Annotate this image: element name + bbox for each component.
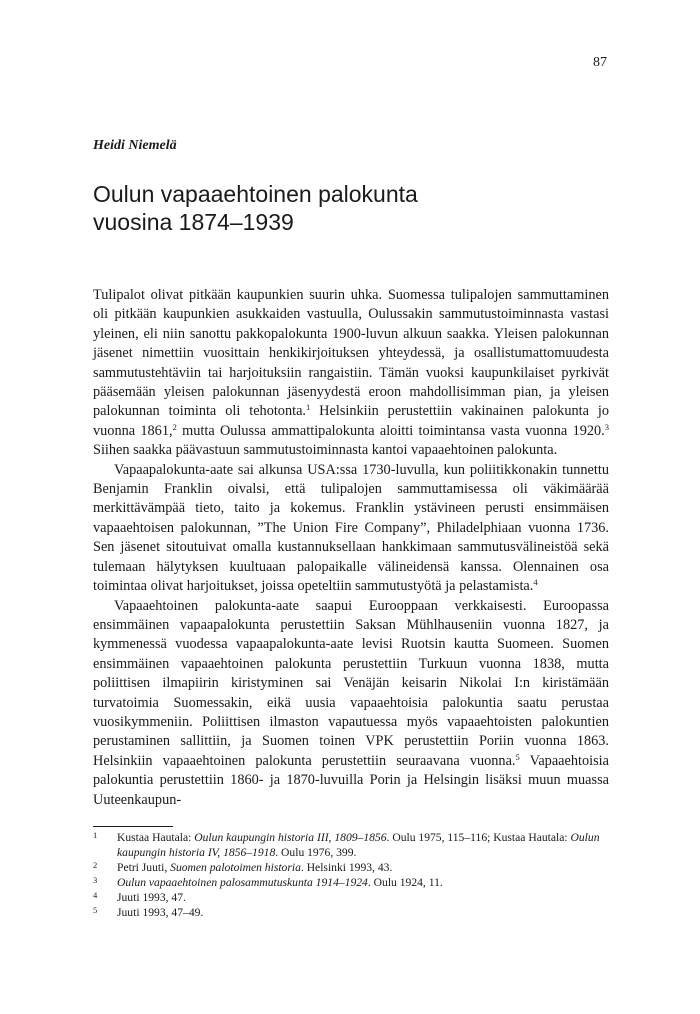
paragraph-text: Vapaapalokunta-aate sai alkunsa USA:ssa 1730-luvulla, kun poliitikkonakin tunnettu Benjamin Franklin oivalsi, että tulipalojen sammuttamisessa oli väkimäärää merkittävämpää tieto, taito ja kokemus. Franklin ystävineen perusti ensimmäisen vapaaehtoisen palokunnan, ”The Union Fire Company”, Philadelphiaan vuonna 1736. Sen jäsenet sitoutuivat omalla kustannuksellaan hankkimaan sammutusvälineistöä sekä tulemaan hälytyksen kuultuaan palopaikalle välineidensä kanssa. Olennainen osa toimintaa olivat harjoitukset, joissa opeteltiin sammutustyötä ja pelastamista. bbox=[93, 461, 609, 595]
footnote-reference: 5 bbox=[515, 751, 520, 762]
body-paragraph bbox=[93, 597, 609, 810]
paragraph-text: Vapaaehtoisia palokuntia perustettiin 1860- ja 1870-luvuilla Porin ja Helsingin lisäksi muun muassa Uuteenkaupun- bbox=[93, 752, 609, 808]
footnote bbox=[93, 830, 609, 860]
footnote-divider bbox=[93, 826, 173, 827]
footnote-text: . Oulu 1924, 11. bbox=[367, 876, 443, 889]
body-paragraph bbox=[93, 286, 609, 461]
footnote-title: Oulun kaupungin historia III, 1809–1856 bbox=[194, 831, 387, 844]
footnote-reference: 1 bbox=[306, 402, 311, 413]
footnote-reference: 4 bbox=[533, 577, 538, 588]
footnote-number: 5 bbox=[93, 905, 98, 915]
paragraph-text: mutta Oulussa ammattipalokunta aloitti toimintansa vasta vuonna 1920. bbox=[176, 422, 605, 439]
footnote-title: Oulun vapaaehtoinen palosammutuskunta 1914–1924 bbox=[117, 876, 368, 889]
footnote bbox=[93, 860, 609, 875]
paragraph-text: Vapaaehtoinen palokunta-aate saapui Eurooppaan verkkaisesti. Euroopassa ensimmäinen vapaapalokunta perustettiin Saksan Mühlhauseniin vuonna 1827, ja kymmenessä vuodessa vapaapalokunta-aate levisi Ruotsin kautta Suomeen. Suomen ensimmäinen vapaaehtoinen palokunta perustettiin Turkuun vuonna 1838, mutta poliittisen ilmapiirin kiristyminen sai Venäjän keisarin Nikolai I:n kiristämään turvatoimia Suomessakin, eikä uusia vapaaehtoisia palokuntia saatu perustaa vuosikymmeniin. Poliittisen ilmaston vapautuessa myös vapaaehtoisten palokuntien perustaminen sallittiin, ja Suomen toinen VPK perustettiin Poriin vuonna 1863. Helsinkiin vapaaehtoinen palokunta perustettiin seuraavana vuonna. bbox=[93, 597, 609, 769]
title-line: Oulun vapaaehtoinen palokunta bbox=[93, 181, 418, 207]
footnote-number: 4 bbox=[93, 890, 98, 900]
footnote-reference: 3 bbox=[604, 421, 609, 432]
paragraph-text: Tulipalot olivat pitkään kaupunkien suurin uhka. Suomessa tulipalojen sammuttaminen oli pitkään kaupunkien asukkaiden vastuulla, Oulussakin sammutustoiminnasta vastasi yleinen, eli niin sanottu pakkopalokunta 1900-luvun alkuun saakka. Yleisen palokunnan jäsenet nimettiin vuosittain henkikirjoituksen yhteydessä, ja osallistumattomuudesta sammutustehtäviin tai harjoituksiin rangaistiin. Tämän vuoksi kaupunkilaiset pyrkivät pääsemään yleisen palokunnan jäsenyydestä eroon mahdollisimman pian, ja yleisen palokunnan toiminta oli tehotonta. bbox=[93, 287, 609, 420]
footnote-text: Kustaa Hautala: bbox=[117, 831, 195, 844]
footnote-text: . Oulu 1976, 399. bbox=[275, 846, 357, 859]
title-line: vuosina 1874–1939 bbox=[93, 209, 294, 235]
footnote bbox=[93, 875, 609, 890]
footnote-reference: 2 bbox=[172, 421, 177, 432]
article-title bbox=[93, 180, 613, 236]
footnote-text: . Oulu 1975, 115–116; Kustaa Hautala: bbox=[386, 831, 571, 844]
footnote-number: 3 bbox=[93, 875, 98, 885]
footnote-text: Juuti 1993, 47–49. bbox=[117, 906, 204, 919]
body-paragraph bbox=[93, 461, 609, 597]
footnote-title: Oulun kaupungin historia IV, 1856–1918 bbox=[117, 831, 600, 859]
paragraph-text: Helsinkiin perustettiin vakinainen palokunta jo vuonna 1861, bbox=[93, 403, 609, 439]
footnote-text: Juuti 1993, 47. bbox=[117, 891, 186, 904]
author-name: Heidi Niemelä bbox=[93, 138, 177, 153]
page-number: 87 bbox=[593, 55, 607, 70]
footnotes bbox=[93, 830, 609, 920]
footnote-number: 1 bbox=[93, 830, 98, 840]
footnote-text: . Helsinki 1993, 43. bbox=[300, 861, 393, 874]
footnote-number: 2 bbox=[93, 860, 98, 870]
footnote bbox=[93, 890, 609, 905]
footnote-title: Suomen palotoimen historia bbox=[170, 861, 301, 874]
footnote-text: Petri Juuti, bbox=[117, 861, 171, 874]
paragraph-text: Siihen saakka päävastuun sammutustoiminnasta kantoi vapaaehtoinen palokunta. bbox=[93, 442, 558, 459]
footnote bbox=[93, 905, 609, 920]
article-body bbox=[93, 286, 609, 810]
